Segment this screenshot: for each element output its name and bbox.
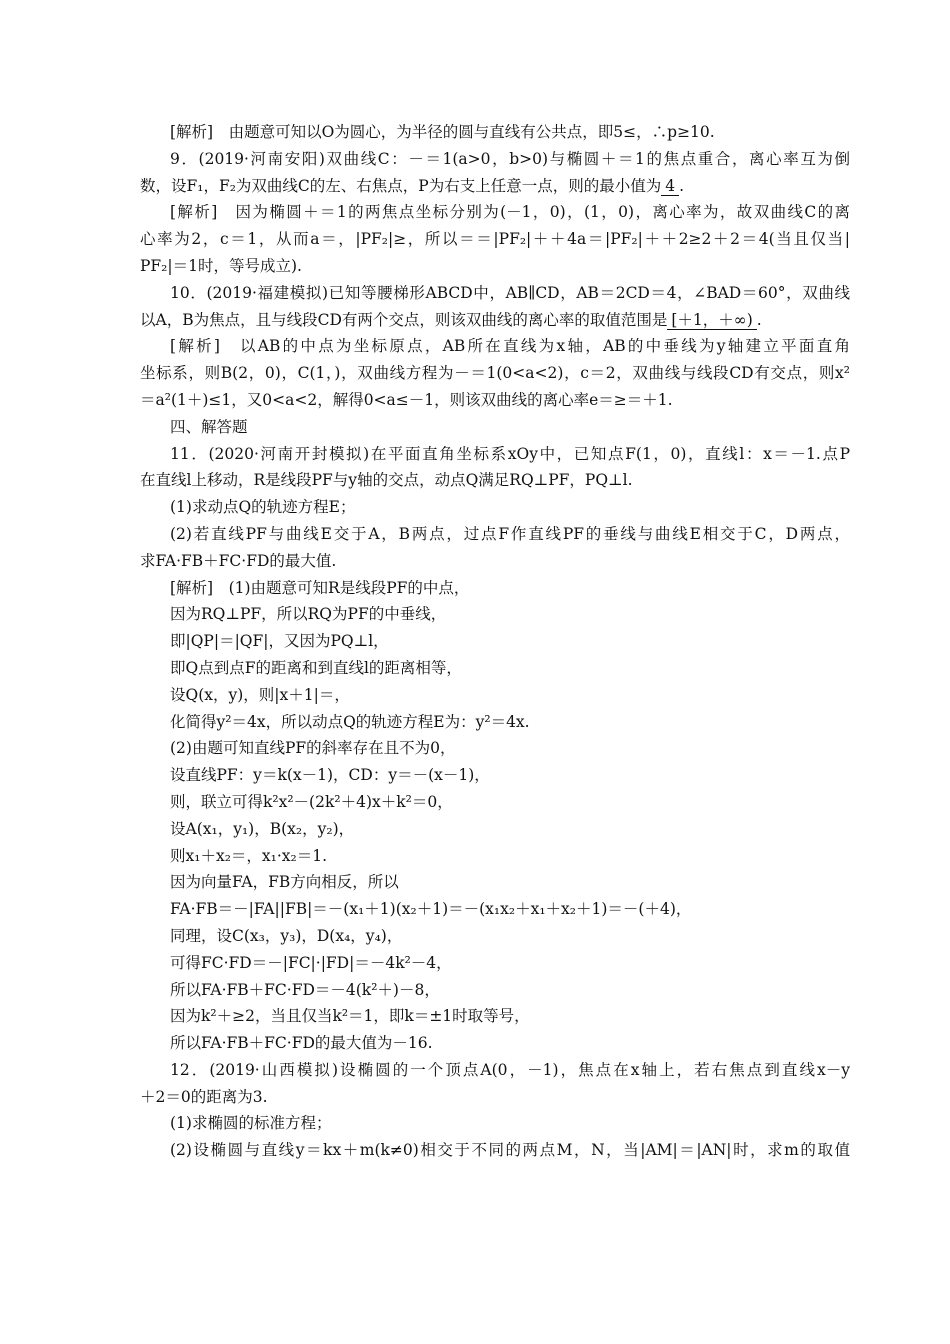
text-line xyxy=(140,789,850,816)
text-line xyxy=(140,1030,850,1057)
line-text: 四、解答题 xyxy=(170,417,248,436)
text-line xyxy=(140,1003,850,1030)
line-text: 所以FA·FB＋FC·FD的最大值为－16. xyxy=(170,1034,433,1053)
line-text: FA·FB＝－|FA||FB|＝－(x₁＋1)(x₂＋1)＝－(x₁x₂＋x₁＋x₂＋1)＝－(＋4)， xyxy=(170,900,692,919)
line-text: 心率为2，c＝1，从而a＝，|PF₂|≥，所以＝＝|PF₂|＋＋4a＝|PF₂|＋＋2≥2＋2＝4(当且仅当| xyxy=(140,230,850,249)
line-text: 所以FA·FB＋FC·FD＝－4(k²＋)－8， xyxy=(170,980,440,999)
text-line xyxy=(140,548,850,575)
text-line xyxy=(140,896,850,923)
line-text: (1)求椭圆的标准方程； xyxy=(170,1114,332,1133)
text-line xyxy=(140,762,850,789)
text-line xyxy=(140,1084,850,1111)
line-text: PF₂|＝1时，等号成立). xyxy=(140,256,302,275)
text-line xyxy=(140,1137,850,1164)
text-line xyxy=(140,869,850,896)
line-text: 坐标系，则B(2，0)，C(1，)，双曲线方程为－＝1(0<a<2)，c＝2，双曲线与线段CD有交点，则x² xyxy=(140,364,850,383)
line-text: 化简得y²＝4x，所以动点Q的轨迹方程E为：y²＝4x. xyxy=(170,712,530,731)
line-text: (2)设椭圆与直线y＝kx＋m(k≠0)相交于不同的两点M，N，当|AM|＝|AN|时，求m的取值 xyxy=(170,1141,850,1160)
line-text: 10．(2019·福建模拟)已知等腰梯形ABCD中，AB∥CD，AB＝2CD＝4，∠BAD＝60°，双曲线 xyxy=(170,283,850,302)
line-text: ＝a²(1＋)≤1，又0<a<2，解得0<a≤－1，则该双曲线的离心率e＝≥＝＋1. xyxy=(140,390,673,409)
line-text: 可得FC·FD＝－|FC|·|FD|＝－4k²－4， xyxy=(170,953,452,972)
answer-blank: [＋1，＋∞) xyxy=(667,311,756,330)
text-line xyxy=(140,173,850,200)
text-line xyxy=(140,441,850,468)
line-text: 设A(x₁，y₁)，B(x₂，y₂)， xyxy=(170,819,355,838)
text-line xyxy=(140,575,850,602)
line-text: (2)由题可知直线PF的斜率存在且不为0， xyxy=(170,739,456,758)
line-text: 因为k²＋≥2，当且仅当k²＝1，即k＝±1时取等号， xyxy=(170,1007,530,1026)
line-text: 即Q点到点F的距离和到直线l的距离相等， xyxy=(170,658,462,677)
text-line xyxy=(140,655,850,682)
text-line xyxy=(140,950,850,977)
line-text: 以A，B为焦点，且与线段CD有两个交点，则该双曲线的离心率的取值范围是 xyxy=(140,310,668,329)
text-line xyxy=(140,977,850,1004)
text-line xyxy=(140,816,850,843)
line-text: 求FA·FB＋FC·FD的最大值. xyxy=(140,551,337,570)
text-line xyxy=(140,601,850,628)
line-text: [解析] 因为椭圆＋＝1的两焦点坐标分别为(－1，0)，(1，0)，离心率为，故双曲线C的离 xyxy=(170,203,850,222)
text-line xyxy=(140,923,850,950)
line-text: (1)求动点Q的轨迹方程E； xyxy=(170,498,356,517)
line-text: 设直线PF：y＝k(x－1)，CD：y＝－(x－1)， xyxy=(170,766,490,785)
line-text: ＋2＝0的距离为3. xyxy=(140,1087,268,1106)
text-line xyxy=(140,146,850,173)
text-line xyxy=(140,414,850,441)
line-text: 数，设F₁，F₂为双曲线C的左、右焦点，P为右支上任意一点，则的最小值为 xyxy=(140,176,662,195)
text-line xyxy=(140,682,850,709)
line-text: 在直线l上移动，R是线段PF与y轴的交点，动点Q满足RQ⊥PF，PQ⊥l. xyxy=(140,471,633,490)
line-text: (2)若直线PF与曲线E交于A，B两点，过点F作直线PF的垂线与曲线E相交于C，D两点， xyxy=(170,524,850,543)
text-line xyxy=(140,467,850,494)
text-line xyxy=(140,1110,850,1137)
text-line xyxy=(140,735,850,762)
line-text: 因为向量FA，FB方向相反，所以 xyxy=(170,873,399,892)
text-line xyxy=(140,119,850,146)
line-text: [解析] 以AB的中点为坐标原点，AB所在直线为x轴，AB的中垂线为y轴建立平面直角 xyxy=(170,337,850,356)
line-text: [解析] (1)由题意可知R是线段PF的中点， xyxy=(170,578,470,597)
text-line xyxy=(140,1057,850,1084)
text-line xyxy=(140,280,850,307)
text-line xyxy=(140,307,850,334)
text-body xyxy=(140,119,850,1164)
line-text: 9．(2019·河南安阳)双曲线C：－＝1(a>0，b>0)与椭圆＋＝1的焦点重合，离心率互为倒 xyxy=(170,149,850,168)
text-line xyxy=(140,843,850,870)
text-line xyxy=(140,333,850,360)
line-text: 则x₁＋x₂＝，x₁·x₂＝1. xyxy=(170,846,328,865)
text-line xyxy=(140,521,850,548)
text-line xyxy=(140,494,850,521)
text-line xyxy=(140,628,850,655)
line-text: 12．(2019·山西模拟)设椭圆的一个顶点A(0，－1)，焦点在x轴上，若右焦点到直线x－y xyxy=(170,1060,850,1079)
line-text: [解析] 由题意可知以O为圆心，为半径的圆与直线有公共点，即5≤，∴p≥10. xyxy=(170,123,715,141)
text-line xyxy=(140,199,850,226)
text-line xyxy=(140,360,850,387)
line-text: 同理，设C(x₃，y₃)，D(x₄，y₄)， xyxy=(170,926,403,945)
line-suffix: . xyxy=(756,310,762,329)
text-line xyxy=(140,387,850,414)
line-text: 设Q(x，y)，则|x＋1|＝， xyxy=(170,685,350,704)
line-text: 即|QP|＝|QF|，又因为PQ⊥l， xyxy=(170,632,389,651)
line-suffix: . xyxy=(679,176,685,195)
line-text: 因为RQ⊥PF，所以RQ为PF的中垂线， xyxy=(170,605,447,624)
text-line xyxy=(140,226,850,253)
line-text: 则，联立可得k²x²－(2k²＋4)x＋k²＝0， xyxy=(170,792,453,811)
answer-blank: 4 xyxy=(661,177,679,196)
line-text: 11．(2020·河南开封模拟)在平面直角坐标系xOy中，已知点F(1，0)，直线l：x＝－1.点P xyxy=(170,444,850,463)
text-line xyxy=(140,709,850,736)
text-line xyxy=(140,253,850,280)
